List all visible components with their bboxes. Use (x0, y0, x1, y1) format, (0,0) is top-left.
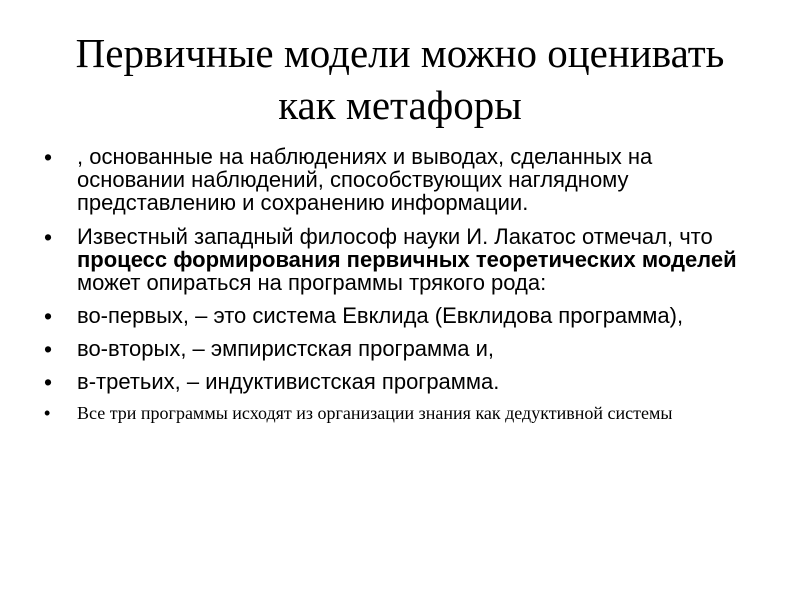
bullet-text-2-bold: процесс формирования первичных теоретических моделей (77, 247, 737, 272)
bullet-text-5: в-третьих, – индуктивистская программа. (77, 369, 500, 394)
slide-title-line-1: Первичные модели можно оценивать (75, 30, 725, 76)
bullet-item-5 (44, 371, 756, 394)
bullet-dot-icon: • (44, 224, 53, 250)
bullet-item-4 (44, 338, 756, 361)
bullet-text-4: во-вторых, – эмпиристская программа и, (77, 336, 495, 361)
bullet-text-1: , основанные на наблюдениях и выводах, сделанных на основании наблюдений, способствующих наглядному представлению и сохранению информации. (77, 144, 653, 215)
bullet-dot-icon: • (44, 369, 53, 395)
bullet-dot-icon: • (44, 403, 51, 423)
bullet-list (44, 146, 756, 424)
bullet-dot-icon: • (44, 303, 53, 329)
slide-title-line-2: как метафоры (278, 82, 522, 128)
bullet-text-2-before: Известный западный философ науки И. Лакатос отмечал, что (77, 224, 713, 249)
bullet-item-6 (44, 404, 756, 424)
bullet-item-3 (44, 305, 756, 328)
bullet-text-6: Все три программы исходят из организации знания как дедуктивной системы (77, 403, 673, 423)
bullet-dot-icon: • (44, 336, 53, 362)
bullet-text-2 (77, 224, 737, 295)
bullet-text-3: во-первых, – это система Евклида (Евклидова программа), (77, 303, 684, 328)
bullet-dot-icon: • (44, 144, 53, 170)
slide-title (20, 27, 780, 131)
bullet-item-2 (44, 226, 756, 295)
bullet-text-2-after: может опираться на программы трякого рода: (77, 270, 547, 295)
bullet-item-1 (44, 146, 756, 215)
